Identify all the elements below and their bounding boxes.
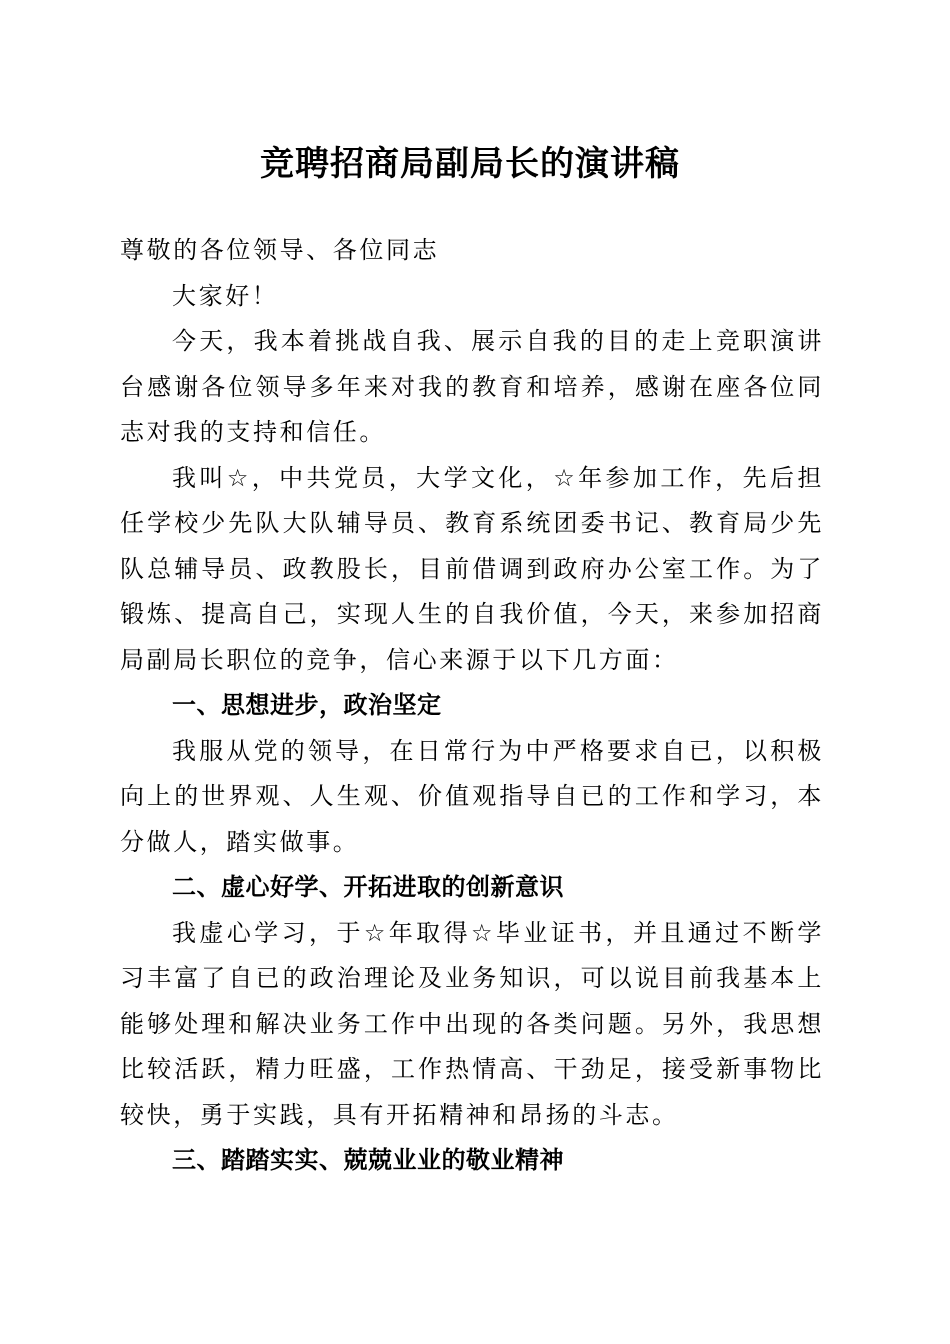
document-body — [120, 228, 824, 1184]
paragraph-background: 我叫☆，中共党员，大学文化，☆年参加工作，先后担任学校少先队大队辅导员、教育系统团委书记、教育局少先队总辅导员、政教股长，目前借调到政府办公室工作。为了锻炼、提高自己，实现人生的自我价值，今天，来参加招商局副局长职位的竞争，信心来源于以下几方面： — [120, 463, 824, 674]
document-title: 竞聘招商局副局长的演讲稿 — [260, 144, 680, 184]
greeting: 大家好！ — [172, 281, 279, 310]
section-heading-1: 一、思想进步，政治坚定 — [172, 691, 442, 719]
section-heading-2: 二、虚心好学、开拓进取的创新意识 — [172, 873, 564, 901]
paragraph-politics: 我服从党的领导，在日常行为中严格要求自已，以积极向上的世界观、人生观、价值观指导自已的工作和学习，本分做人，踏实做事。 — [120, 736, 824, 856]
section-heading-3: 三、踏踏实实、兢兢业业的敬业精神 — [172, 1146, 564, 1174]
salutation: 尊敬的各位领导、各位同志 — [120, 236, 440, 264]
paragraph-intro: 今天，我本着挑战自我、展示自我的目的走上竞职演讲台感谢各位领导多年来对我的教育和培养，感谢在座各位同志对我的支持和信任。 — [120, 327, 824, 446]
paragraph-learning: 我虚心学习，于☆年取得☆毕业证书，并且通过不断学习丰富了自已的政治理论及业务知识，可以说目前我基本上能够处理和解决业务工作中出现的各类问题。另外，我思想比较活跃，精力旺盛，工作热情高、干劲足，接受新事物比较快，勇于实践，具有开拓精神和昂扬的斗志。 — [120, 918, 824, 1129]
